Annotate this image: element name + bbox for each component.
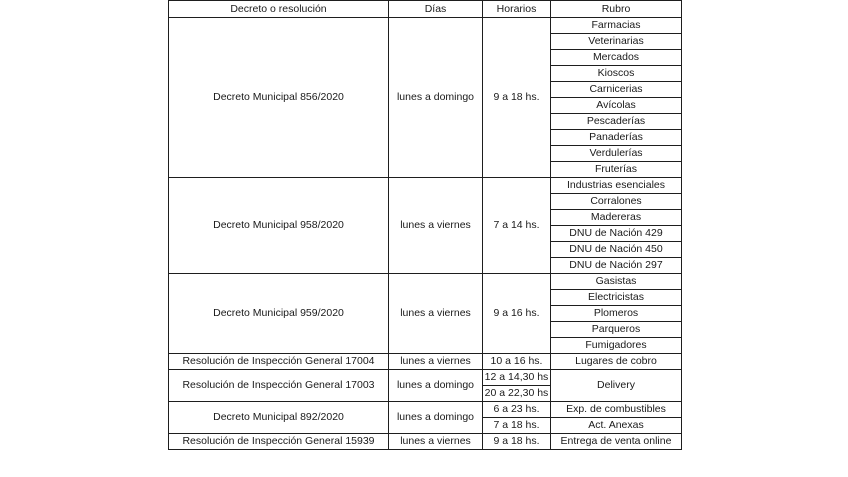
- hours-cell: 6 a 23 hs.: [483, 402, 551, 418]
- hours-cell: 9 a 18 hs.: [483, 434, 551, 450]
- rubro-cell: Gasistas: [551, 274, 682, 290]
- days-cell: lunes a viernes: [389, 178, 483, 274]
- rubro-cell: Carnicerias: [551, 82, 682, 98]
- days-cell: lunes a viernes: [389, 354, 483, 370]
- spreadsheet-table: [168, 0, 681, 477]
- rubro-cell: Pescaderías: [551, 114, 682, 130]
- table-row: [169, 370, 682, 386]
- rubro-cell: DNU de Nación 297: [551, 258, 682, 274]
- header-row: [169, 1, 682, 18]
- days-cell: lunes a domingo: [389, 18, 483, 178]
- rubro-cell: Farmacias: [551, 18, 682, 34]
- rubro-cell: Entrega de venta online: [551, 434, 682, 450]
- decree-cell: Decreto Municipal 856/2020: [169, 18, 389, 178]
- table-row: [169, 178, 682, 194]
- rubro-cell: Corralones: [551, 194, 682, 210]
- table-row: [169, 18, 682, 34]
- rubro-cell: DNU de Nación 450: [551, 242, 682, 258]
- rubro-cell: Kioscos: [551, 66, 682, 82]
- decree-cell: Decreto Municipal 959/2020: [169, 274, 389, 354]
- table-body: [169, 1, 682, 450]
- days-cell: lunes a viernes: [389, 434, 483, 450]
- rubro-cell: Fumigadores: [551, 338, 682, 354]
- rubro-cell: Verdulerías: [551, 146, 682, 162]
- rubro-cell: Electricistas: [551, 290, 682, 306]
- decree-cell: Resolución de Inspección General 17004: [169, 354, 389, 370]
- rubro-cell: Exp. de combustibles: [551, 402, 682, 418]
- hours-cell: 10 a 16 hs.: [483, 354, 551, 370]
- rubro-cell: Madereras: [551, 210, 682, 226]
- rubro-cell: DNU de Nación 429: [551, 226, 682, 242]
- rubro-cell: Parqueros: [551, 322, 682, 338]
- header-rubro: Rubro: [551, 1, 682, 18]
- decree-cell: Resolución de Inspección General 17003: [169, 370, 389, 402]
- rubro-cell: Fruterías: [551, 162, 682, 178]
- hours-cell: 9 a 16 hs.: [483, 274, 551, 354]
- hours-cell: 9 a 18 hs.: [483, 18, 551, 178]
- rubro-cell: Industrias esenciales: [551, 178, 682, 194]
- decrees-schedule-table: [168, 0, 682, 450]
- days-cell: lunes a domingo: [389, 402, 483, 434]
- table-row: [169, 354, 682, 370]
- header-decreto: Decreto o resolución: [169, 1, 389, 18]
- header-horarios: Horarios: [483, 1, 551, 18]
- days-cell: lunes a viernes: [389, 274, 483, 354]
- header-dias: Días: [389, 1, 483, 18]
- hours-cell: 7 a 14 hs.: [483, 178, 551, 274]
- rubro-cell: Panaderías: [551, 130, 682, 146]
- hours-cell: 12 a 14,30 hs: [483, 370, 551, 386]
- table-row: [169, 402, 682, 418]
- rubro-cell: Mercados: [551, 50, 682, 66]
- table-row: [169, 434, 682, 450]
- rubro-cell: Plomeros: [551, 306, 682, 322]
- rubro-cell: Lugares de cobro: [551, 354, 682, 370]
- rubro-cell: Act. Anexas: [551, 418, 682, 434]
- decree-cell: Decreto Municipal 958/2020: [169, 178, 389, 274]
- rubro-cell: Avícolas: [551, 98, 682, 114]
- decree-cell: Resolución de Inspección General 15939: [169, 434, 389, 450]
- rubro-cell: Veterinarias: [551, 34, 682, 50]
- table-row: [169, 274, 682, 290]
- decree-cell: Decreto Municipal 892/2020: [169, 402, 389, 434]
- rubro-cell: Delivery: [551, 370, 682, 402]
- days-cell: lunes a domingo: [389, 370, 483, 402]
- hours-cell: 20 a 22,30 hs: [483, 386, 551, 402]
- hours-cell: 7 a 18 hs.: [483, 418, 551, 434]
